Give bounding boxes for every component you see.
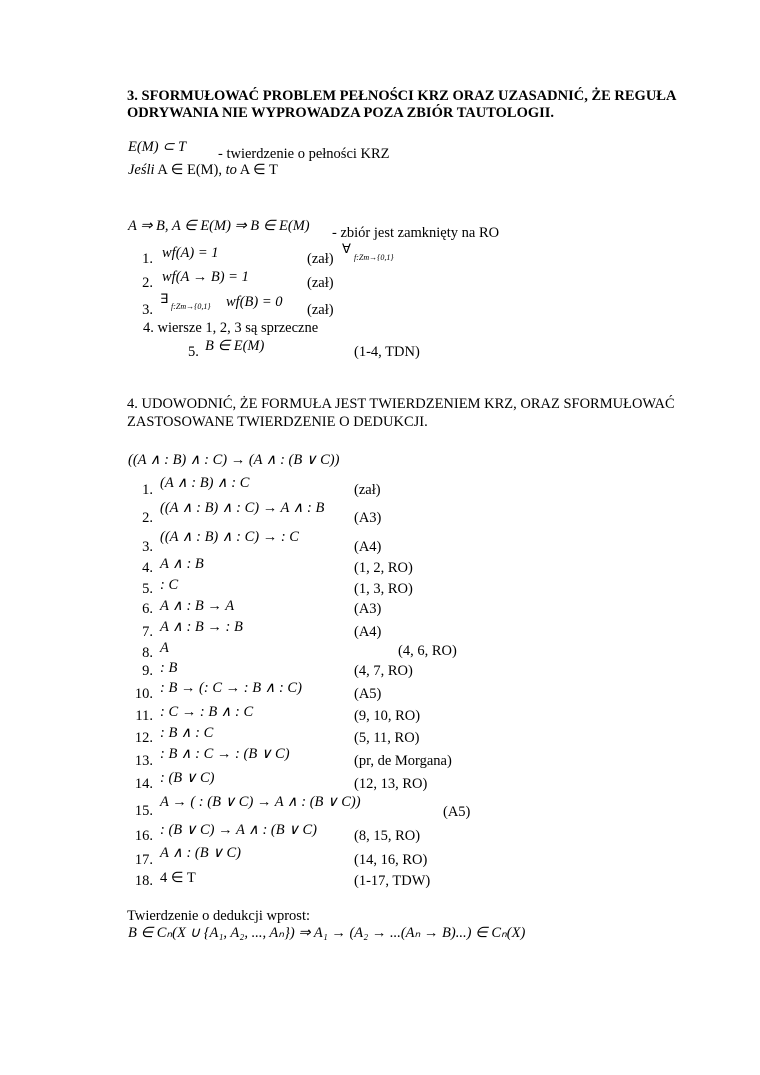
- proof-row-justification: (1-17, TDW): [354, 873, 431, 889]
- proof-row-expression: : C: [160, 577, 179, 593]
- proof-row-justification: (4, 7, RO): [354, 663, 413, 679]
- section4-title-line2: ZASTOSOWANE TWIERDZENIE O DEDUKCJI.: [127, 414, 428, 430]
- proof-row-justification: (A4): [354, 539, 382, 555]
- proof-row-justification: (8, 15, RO): [354, 828, 421, 844]
- if-antecedent: A ∈ E(M),: [157, 162, 222, 178]
- completeness-formula: E(M) ⊂ T: [128, 139, 187, 155]
- section4-title-line1: 4. UDOWODNIĆ, ŻE FORMUŁA JEST TWIERDZENIEM KRZ, ORAZ SFORMUŁOWAĆ: [127, 396, 675, 412]
- proof-row-number: 5.: [142, 581, 153, 597]
- step-expression: B ∈ E(M): [205, 338, 265, 354]
- proof-row-number: 17.: [134, 852, 153, 868]
- step-justification: (1-4, TDN): [354, 344, 420, 360]
- proof-row-justification: (9, 10, RO): [354, 708, 421, 724]
- proof-row-expression: : B ∧ : C: [160, 725, 214, 741]
- section3-title-line2: ODRYWANIA NIE WYPROWADZA POZA ZBIÓR TAUTOLOGII.: [127, 105, 555, 121]
- step-justification: (zał): [307, 251, 334, 267]
- proof-row-justification: (A3): [354, 510, 382, 526]
- closure-description: - zbiór jest zamknięty na RO: [332, 225, 500, 241]
- proof-row-number: 2.: [142, 510, 153, 526]
- if-consequent: A ∈ T: [239, 162, 278, 178]
- proof-row-number: 6.: [142, 601, 153, 617]
- proof-row-number: 8.: [142, 645, 153, 661]
- proof-row-expression: : B: [160, 660, 178, 676]
- forall-subscript: f:Zm→{0,1}: [354, 253, 394, 262]
- step-expression: wf(A) = 1: [162, 245, 219, 261]
- step-number: 2.: [142, 275, 153, 291]
- step-justification: (zał): [307, 302, 334, 318]
- proof-row-justification: (A5): [443, 804, 471, 820]
- step-number: 3.: [142, 302, 153, 318]
- if-word: Jeśli: [128, 162, 155, 178]
- proof-row-number: 11.: [135, 708, 153, 724]
- proof-row-expression: (A ∧ : B) ∧ : C: [160, 475, 250, 491]
- step-expression: wf(A → B) = 1: [162, 269, 249, 285]
- proof-row-justification: (zał): [354, 482, 381, 498]
- exists-symbol: ∃: [160, 291, 169, 306]
- proof-row-justification: (12, 13, RO): [354, 776, 428, 792]
- proof-row-number: 18.: [134, 873, 153, 889]
- completeness-description: - twierdzenie o pełności KRZ: [218, 146, 390, 162]
- proof-row-expression: A: [160, 640, 169, 656]
- proof-row-expression: : (B ∨ C) → A ∧ : (B ∨ C): [160, 822, 317, 838]
- proof-row-expression: A ∧ : B → A: [160, 598, 235, 614]
- forall-symbol: ∀: [342, 241, 351, 256]
- proof-row-expression: : (B ∨ C): [160, 770, 215, 786]
- theorem-formula: ((A ∧ : B) ∧ : C) → (A ∧ : (B ∨ C)): [128, 452, 340, 468]
- proof-row-number: 12.: [134, 730, 153, 746]
- proof-row-expression: : C → : B ∧ : C: [160, 704, 254, 720]
- closure-formula: A ⇒ B, A ∈ E(M) ⇒ B ∈ E(M): [128, 218, 310, 234]
- proof-row-justification: (A3): [354, 601, 382, 617]
- proof-row-number: 1.: [142, 482, 153, 498]
- deduction-theorem-title: Twierdzenie o dedukcji wprost:: [127, 908, 310, 924]
- proof-row-justification: (pr, de Morgana): [354, 753, 452, 769]
- proof-row-justification: (1, 2, RO): [354, 560, 413, 576]
- step4-text: 4. wiersze 1, 2, 3 są sprzeczne: [143, 320, 319, 336]
- if-then-formula: [128, 163, 278, 178]
- proof-row-number: 13.: [134, 753, 153, 769]
- proof-row-justification: (4, 6, RO): [398, 643, 457, 659]
- proof-row-expression: 4 ∈ T: [160, 870, 196, 886]
- proof-row-justification: (5, 11, RO): [354, 730, 420, 746]
- section3-title-line1: 3. SFORMUŁOWAĆ PROBLEM PEŁNOŚCI KRZ ORAZ UZASADNIĆ, ŻE REGUŁA: [127, 88, 677, 104]
- proof-row-expression: A ∧ : (B ∨ C): [160, 845, 241, 861]
- proof-row-justification: (14, 16, RO): [354, 852, 428, 868]
- proof-row-expression: A → ( : (B ∨ C) → A ∧ : (B ∨ C)): [160, 794, 361, 810]
- step-expression: wf(B) = 0: [226, 294, 283, 310]
- step-number: 1.: [142, 251, 153, 267]
- proof-row-justification: (A4): [354, 624, 382, 640]
- proof-row-expression: ((A ∧ : B) ∧ : C) → A ∧ : B: [160, 500, 325, 516]
- proof-row-justification: (1, 3, RO): [354, 581, 413, 597]
- proof-row-number: 4.: [142, 560, 153, 576]
- step-justification: (zał): [307, 275, 334, 291]
- proof-row-expression: A ∧ : B: [160, 556, 204, 572]
- proof-row-justification: (A5): [354, 686, 382, 702]
- proof-row-number: 14.: [134, 776, 153, 792]
- proof-row-number: 9.: [142, 663, 153, 679]
- proof-row-number: 7.: [142, 624, 153, 640]
- proof-row-expression: A ∧ : B → : B: [160, 619, 243, 635]
- proof-row-number: 3.: [142, 539, 153, 555]
- proof-row-number: 10.: [134, 686, 153, 702]
- proof-row-expression: ((A ∧ : B) ∧ : C) → : C: [160, 529, 299, 545]
- proof-row-expression: : B ∧ : C → : (B ∨ C): [160, 746, 290, 762]
- exists-subscript: f:Zm→{0,1}: [171, 302, 211, 311]
- proof-row-number: 16.: [134, 828, 153, 844]
- deduction-theorem-formula: B ∈ Cₙ(X ∪ {A₁, A₂, ..., Aₙ}) ⇒ A₁ → (A₂ → ...(Aₙ → B)...) ∈ Cₙ(X): [128, 925, 526, 941]
- then-word: to: [225, 162, 237, 178]
- proof-row-expression: : B → (: C → : B ∧ : C): [160, 680, 302, 696]
- proof-row-number: 15.: [134, 803, 153, 819]
- step-number: 5.: [188, 344, 199, 360]
